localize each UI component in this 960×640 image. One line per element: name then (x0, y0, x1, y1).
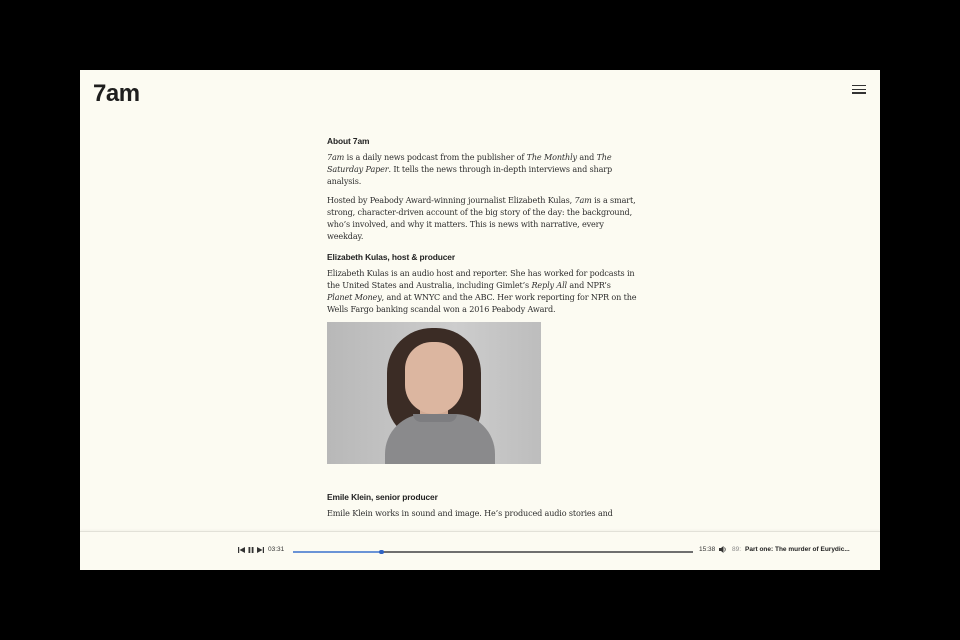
browser-window (80, 70, 880, 570)
skip-forward-icon[interactable] (257, 547, 264, 555)
hamburger-icon-line (852, 89, 866, 90)
about-paragraph-1 (327, 151, 637, 187)
episode-title[interactable]: Part one: The murder of Eurydic... (745, 546, 850, 553)
hamburger-icon (852, 85, 866, 86)
photo-collar (413, 414, 457, 422)
skip-back-icon[interactable] (238, 547, 245, 555)
photo-face (405, 342, 463, 414)
volume-icon[interactable] (719, 546, 727, 555)
podcast-name: 7am (574, 195, 592, 205)
hamburger-menu-button[interactable] (852, 85, 866, 94)
publication-name: The Saturday Paper (327, 152, 612, 174)
progress-thumb[interactable] (379, 550, 384, 555)
text: Elizabeth Kulas is an audio host and reporter. She has worked for podcasts in the United States and Australia, including Gimlet’s (327, 268, 635, 290)
hamburger-icon-line (852, 92, 866, 93)
producer-heading: Emile Klein, senior producer (327, 492, 438, 502)
about-heading: About 7am (327, 136, 370, 146)
pause-button[interactable] (248, 547, 254, 555)
text: . It tells the news through in-depth interviews and sharp analysis. (327, 164, 613, 186)
publication-name: The Monthly (526, 152, 577, 162)
duration-time: 15:38 (699, 546, 716, 553)
producer-bio: Emile Klein works in sound and image. He’s produced audio stories and (327, 508, 613, 518)
host-photo (327, 322, 541, 464)
elapsed-time: 03:31 (268, 546, 285, 553)
audio-player-bar (80, 531, 880, 570)
about-paragraph-2 (327, 194, 637, 242)
progress-slider[interactable] (293, 551, 693, 553)
host-section (327, 252, 637, 464)
text: Hosted by Peabody Award-winning journalist Elizabeth Kulas, (327, 195, 575, 205)
site-logo[interactable]: 7am (93, 80, 140, 107)
producer-section (327, 492, 637, 519)
podcast-name: 7am (327, 152, 345, 162)
host-bio (327, 267, 637, 315)
text: is a daily news podcast from the publisher of (344, 152, 527, 162)
pause-icon (248, 547, 254, 553)
text: , and at WNYC and the ABC. Her work reporting for NPR on the Wells Fargo banking scandal won a 2016 Peabody Award. (327, 292, 637, 314)
show-name: Reply All (531, 280, 567, 290)
host-heading: Elizabeth Kulas, host & producer (327, 252, 456, 262)
episode-number: 89: (732, 546, 742, 553)
text: is a smart, strong, character-driven account of the big story of the day: the background, who’s involved, and why it matters. This is news with narrative, every weekday. (327, 195, 636, 241)
about-section (327, 136, 637, 242)
text: and NPR’s (566, 280, 611, 290)
progress-fill (293, 551, 381, 553)
show-name: Planet Money (327, 292, 382, 302)
about-content (327, 136, 637, 529)
text: and (576, 152, 597, 162)
